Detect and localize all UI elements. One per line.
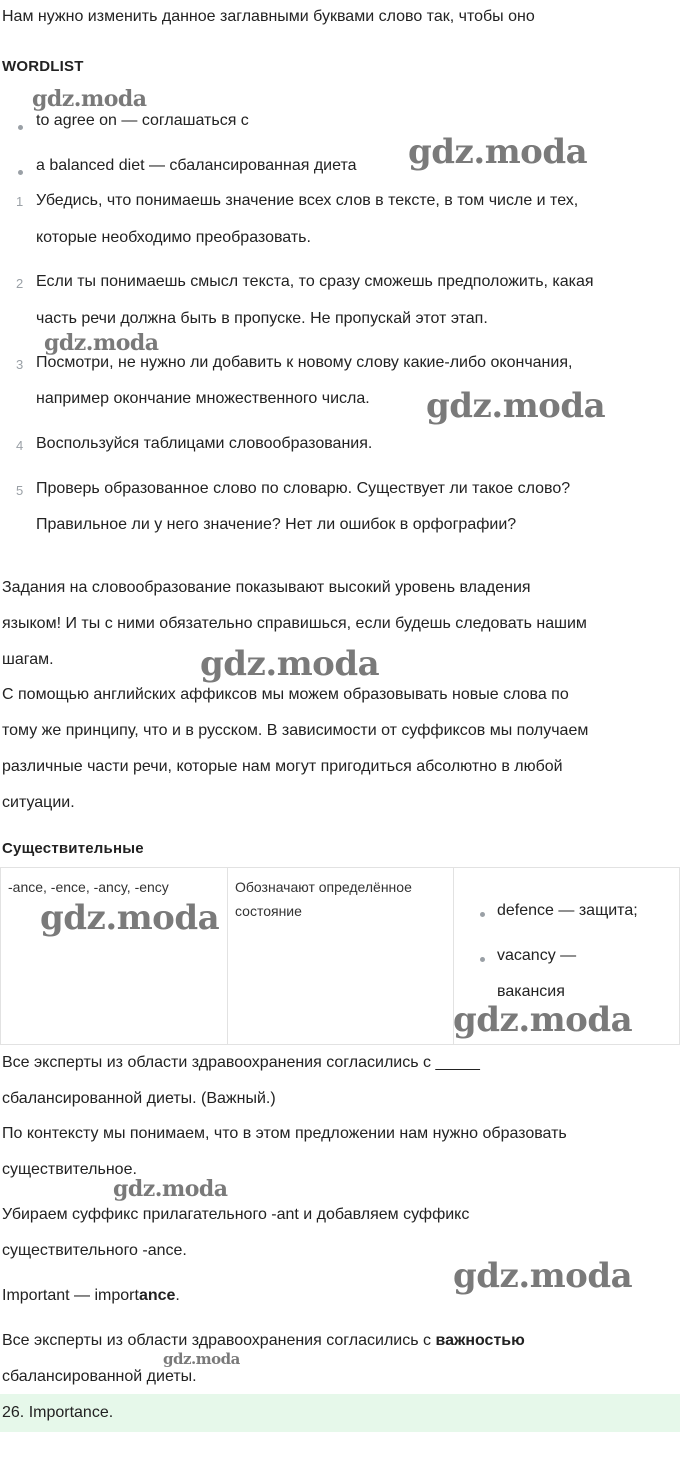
intro-line: Нам нужно изменить данное заглавными буквами слово так, чтобы оно bbox=[2, 8, 535, 25]
example-item: defence — защита; bbox=[497, 902, 638, 919]
explain-line: существительное. bbox=[2, 1161, 137, 1178]
watermark-logo: gdz.moda bbox=[163, 1350, 240, 1368]
watermark-logo: gdz.moda bbox=[40, 898, 220, 938]
step-text: например окончание множественного числа. bbox=[36, 390, 370, 407]
paragraph-line: шагам. bbox=[2, 651, 54, 668]
paragraph-line: языком! И ты с ними обязательно справишься, если будешь следовать нашим bbox=[2, 615, 587, 632]
step-text: часть речи должна быть в пропуске. Не пропускай этот этап. bbox=[36, 310, 488, 327]
transform-line bbox=[2, 1287, 180, 1305]
task-line: сбалансированной диеты. (Важный.) bbox=[2, 1090, 276, 1107]
nouns-heading: Существительные bbox=[2, 840, 144, 857]
watermark-logo: gdz.moda bbox=[44, 330, 159, 356]
step-number: 1 bbox=[16, 194, 24, 209]
bullet-icon bbox=[18, 170, 23, 175]
step-text: Проверь образованное слово по словарю. Существует ли такое слово? bbox=[36, 480, 571, 497]
bullet-icon bbox=[480, 912, 485, 917]
step-number: 5 bbox=[16, 483, 24, 498]
paragraph-line: Задания на словообразование показывают высокий уровень владения bbox=[2, 579, 531, 596]
step-text: Если ты понимаешь смысл текста, то сразу сможешь предположить, какая bbox=[36, 273, 594, 290]
watermark-logo: gdz.moda bbox=[113, 1176, 228, 1202]
answer-text: 26. Importance. bbox=[2, 1404, 114, 1421]
step-number: 4 bbox=[16, 438, 24, 453]
explain-line: По контексту мы понимаем, что в этом предложении нам нужно образовать bbox=[2, 1125, 567, 1142]
wordlist-item: a balanced diet — сбалансированная диета bbox=[36, 157, 357, 174]
watermark-logo: gdz.moda bbox=[32, 86, 147, 112]
paragraph-line: С помощью английских аффиксов мы можем образовывать новые слова по bbox=[2, 686, 569, 703]
step-text: Убедись, что понимаешь значение всех слов в тексте, в том числе и тех, bbox=[36, 192, 579, 209]
paragraph-line: ситуации. bbox=[2, 794, 75, 811]
bullet-icon bbox=[18, 125, 23, 130]
watermark-logo: gdz.moda bbox=[408, 132, 588, 172]
paragraph-line: различные части речи, которые нам могут пригодиться абсолютно в любой bbox=[2, 758, 563, 775]
transform-base: Important — import bbox=[2, 1287, 139, 1304]
watermark-logo: gdz.moda bbox=[426, 386, 606, 426]
paragraph-line: тому же принципу, что и в русском. В зависимости от суффиксов мы получаем bbox=[2, 722, 589, 739]
step-text: Воспользуйся таблицами словообразования. bbox=[36, 435, 373, 452]
transform-suffix: ance bbox=[138, 1287, 176, 1304]
result-line-2: сбалансированной диеты. bbox=[2, 1368, 197, 1385]
example-item: vacancy — bbox=[497, 947, 577, 964]
transform-end: . bbox=[175, 1287, 180, 1304]
wordlist-title: WORDLIST bbox=[2, 58, 84, 75]
step-number: 2 bbox=[16, 276, 24, 291]
result-line bbox=[2, 1332, 525, 1350]
step-text: Посмотри, не нужно ли добавить к новому слову какие-либо окончания, bbox=[36, 354, 573, 371]
step-text: Правильное ли у него значение? Нет ли ошибок в орфографии? bbox=[36, 516, 517, 533]
result-word: важностью bbox=[435, 1332, 525, 1349]
wordlist-item: to agree on — соглашаться с bbox=[36, 112, 249, 129]
explain-line: Убираем суффикс прилагательного -ant и добавляем суффикс bbox=[2, 1206, 470, 1223]
watermark-logo: gdz.moda bbox=[453, 1256, 633, 1296]
watermark-logo: gdz.moda bbox=[200, 644, 380, 684]
step-text: которые необходимо преобразовать. bbox=[36, 229, 311, 246]
meaning-text: Обозначают определённое bbox=[235, 879, 412, 895]
task-line: Все эксперты из области здравоохранения согласились с _____ bbox=[2, 1054, 480, 1071]
example-item: вакансия bbox=[497, 983, 565, 1000]
meaning-text: состояние bbox=[235, 903, 302, 919]
explain-line: существительного -ance. bbox=[2, 1242, 187, 1259]
bullet-icon bbox=[480, 957, 485, 962]
watermark-logo: gdz.moda bbox=[453, 1000, 633, 1040]
step-number: 3 bbox=[16, 357, 24, 372]
suffix-list: -ance, -ence, -ancy, -ency bbox=[8, 879, 169, 895]
result-text: Все эксперты из области здравоохранения согласились с bbox=[2, 1332, 436, 1349]
